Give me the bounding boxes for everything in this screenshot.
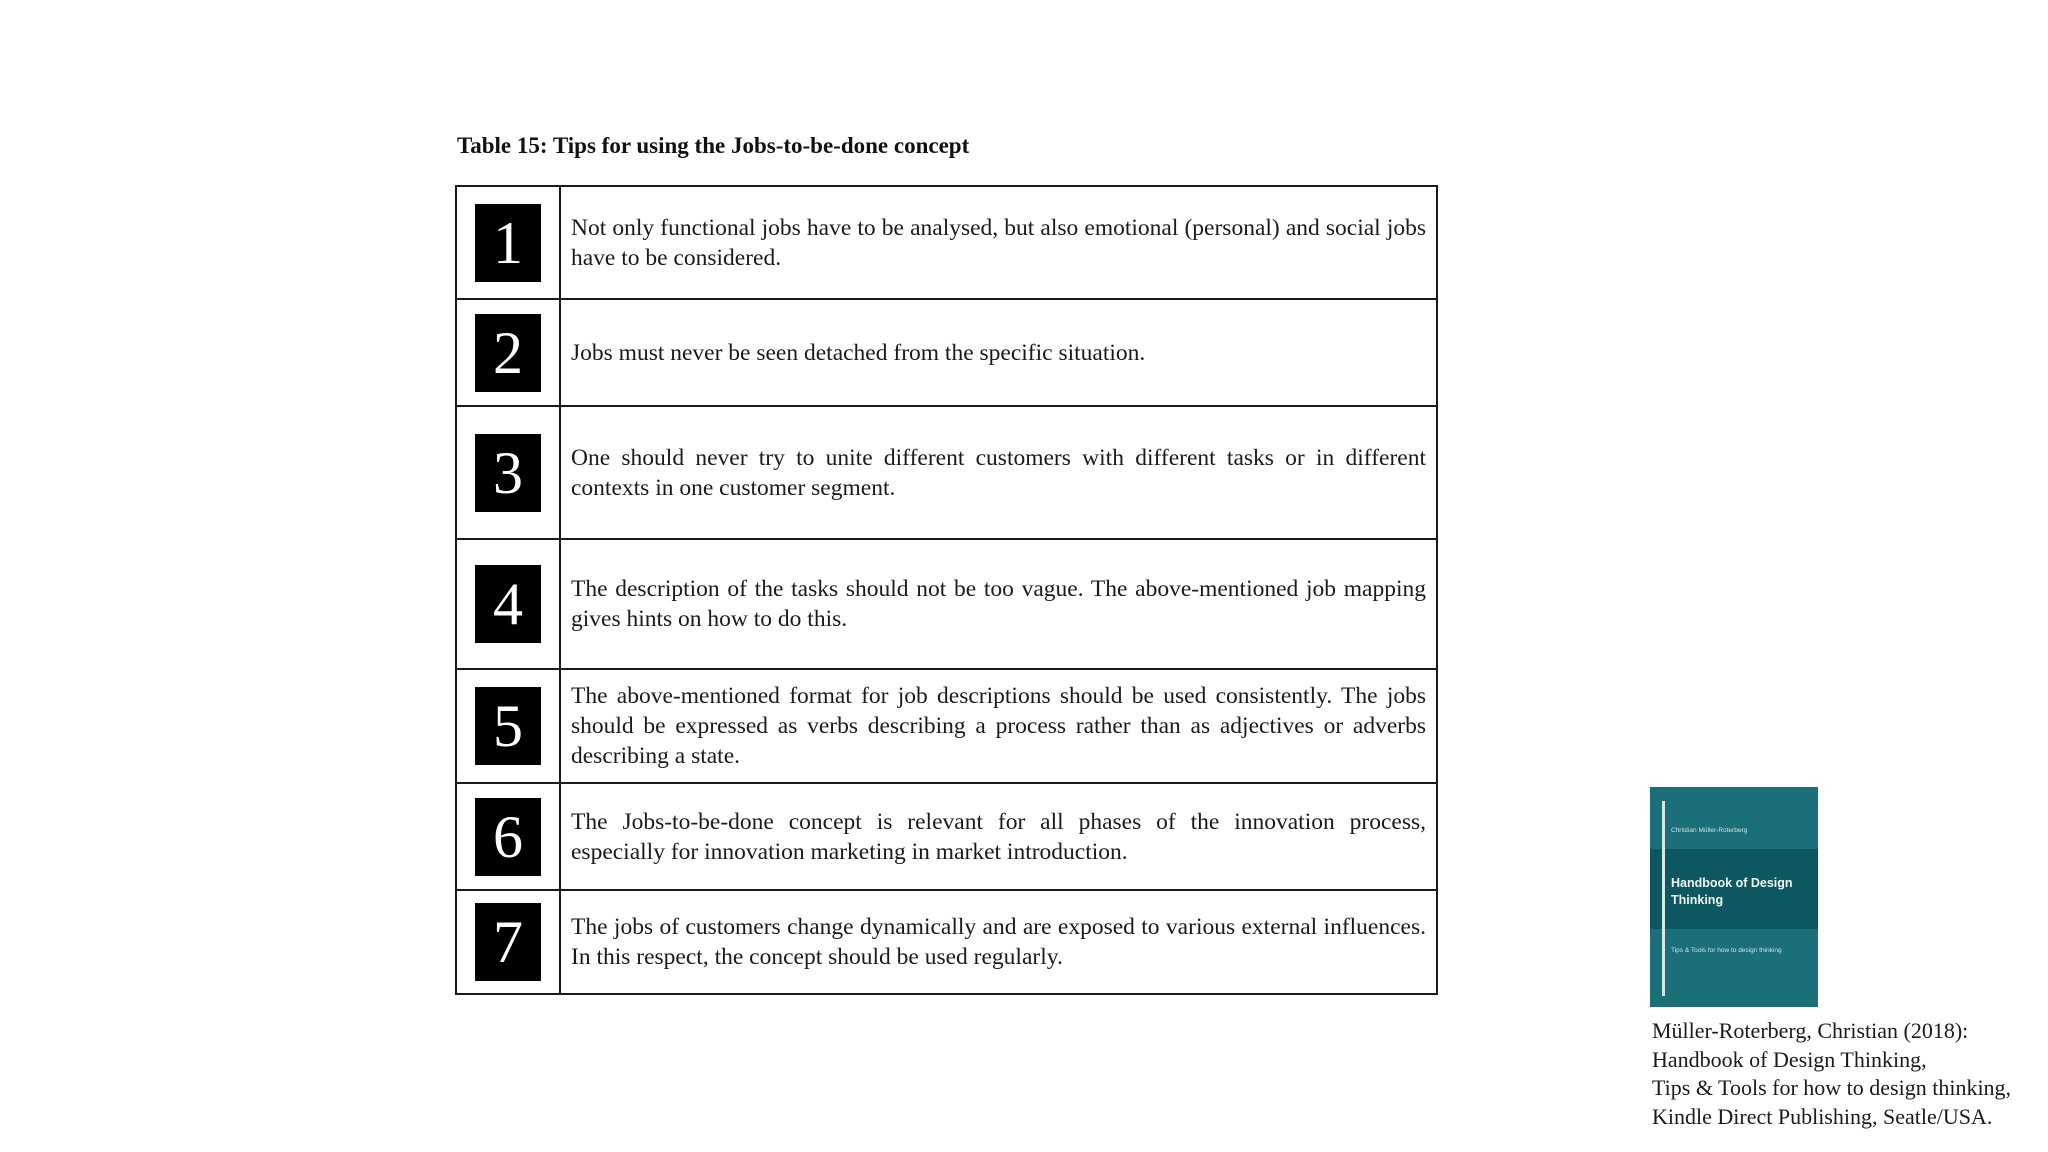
row-tip-text: Jobs must never be seen detached from the specific situation. [560,299,1437,406]
row-number-cell [456,539,560,669]
table-row [456,539,1437,669]
row-number-cell [456,186,560,299]
book-cover-subtitle: Tips & Tools for how to design thinking [1671,947,1782,954]
table-row [456,186,1437,299]
row-number-cell [456,783,560,890]
row-tip-text: One should never try to unite different customers with different tasks or in different contexts in one customer segment. [560,406,1437,539]
book-cover-spine-line [1662,801,1665,996]
citation-line: Müller-Roterberg, Christian (2018): [1652,1018,1969,1043]
row-number-cell [456,299,560,406]
row-tip-text: The jobs of customers change dynamically and are exposed to various external influences. In this respect, the concept should be used regularly. [560,890,1437,994]
row-number-badge: 7 [475,903,541,981]
row-number-badge: 6 [475,798,541,876]
row-tip-text: The Jobs-to-be-done concept is relevant for all phases of the innovation process, especially for innovation marketing in market introduction. [560,783,1437,890]
table-row [456,890,1437,994]
table-row [456,299,1437,406]
row-number-badge: 4 [475,565,541,643]
row-number-badge: 3 [475,434,541,512]
table-row [456,406,1437,539]
book-cover-image [1650,787,1818,1007]
row-number-cell [456,669,560,783]
row-tip-text: The above-mentioned format for job descriptions should be used consistently. The jobs should be expressed as verbs describing a process rather than as adjectives or adverbs describing a state. [560,669,1437,783]
tips-table [455,185,1438,995]
row-tip-text: Not only functional jobs have to be analysed, but also emotional (personal) and social jobs have to be considered. [560,186,1437,299]
book-cover-author: Christian Müller-Roterberg [1671,827,1748,834]
row-number-cell [456,406,560,539]
citation-line: Kindle Direct Publishing, Seatle/USA. [1652,1103,1993,1129]
table-row [456,669,1437,783]
row-number-badge: 1 [475,204,541,282]
table-row [456,783,1437,890]
book-cover-title: Handbook of Design Thinking [1671,876,1793,907]
row-tip-text: The description of the tasks should not be too vague. The above-mentioned job mapping gives hints on how to do this. [560,539,1437,669]
row-number-badge: 2 [475,314,541,392]
citation-text [1652,1017,2048,1131]
citation-line: Tips & Tools for how to design thinking, [1652,1075,2012,1100]
table-title: Table 15: Tips for using the Jobs-to-be-done concept [457,133,970,158]
row-number-cell [456,890,560,994]
row-number-badge: 5 [475,687,541,765]
citation-line: Handbook of Design Thinking, [1652,1046,1927,1072]
